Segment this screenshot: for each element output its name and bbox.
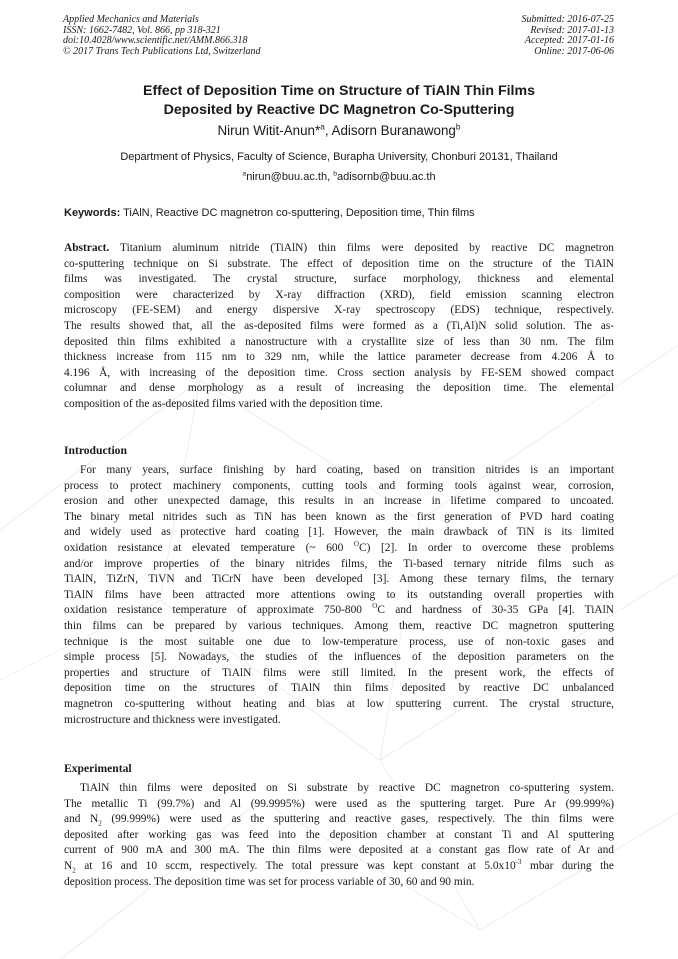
- affiliation: Department of Physics, Faculty of Science, Burapha University, Chonburi 20131, Thailand: [120, 151, 558, 163]
- email-a: nirun@buu.ac.th,: [246, 171, 334, 183]
- abstract-paragraph: [64, 241, 614, 413]
- abstract-line: deposited thin films exhibited a nanostructure with a crystallite size of less than 30 nm. The film: [64, 335, 614, 348]
- keywords-label: Keywords:: [64, 207, 121, 219]
- experimental-line: $N_2$ at 16 and 10 sccm, respectively. The total pressure was kept constant at $5.0x10^{-3}$ mbar during the: [64, 858, 614, 875]
- introduction-line: erosion and other unexpected damage, this results in an increase in lifetime compared to uncoated.: [64, 495, 614, 508]
- submission-dates-header: [522, 15, 615, 57]
- keywords-text: TiAlN, Reactive DC magnetron co-sputtering, Deposition time, Thin films: [120, 207, 475, 219]
- abstract-line: co-sputtering technique on Si substrate. The effect of deposition time on the structure of the TiAlN: [64, 257, 614, 270]
- paper-title-line-1: Effect of Deposition Time on Structure of TiAlN Thin Films: [142, 83, 535, 99]
- date-online: Online: 2017-06-06: [534, 45, 614, 57]
- introduction-line: and widely used as protective hard coating [1]. However, the main drawback of TiN is its limited: [64, 526, 614, 539]
- paper-title: [40, 82, 638, 120]
- journal-name: Applied Mechanics and Materials: [63, 14, 199, 25]
- introduction-line: thin films can be prepared by various techniques. Among them, reactive DC magnetron sputtering: [64, 619, 614, 632]
- abstract-line: composition of the as-deposited films varied with the deposition time.: [64, 397, 383, 410]
- author-1: Nirun Witit-Anun*: [217, 123, 321, 138]
- author-2: Adisorn Buranawong: [331, 123, 456, 138]
- experimental-paragraph: [64, 781, 614, 890]
- date-submitted: Submitted: 2016-07-25: [521, 14, 614, 25]
- introduction-line: The binary metal nitrides such as TiN has been known as the first generation of PVD hard coating: [64, 510, 614, 523]
- experimental-heading: Experimental: [64, 762, 132, 775]
- abstract-line: thickness increase from 115 nm to 329 nm, while the lattice parameter decrease from 4.206 Å to: [64, 351, 614, 364]
- abstract-label: Abstract.: [64, 242, 110, 254]
- author-1-affiliation-mark: a: [320, 121, 325, 132]
- email-b: adisornb@buu.ac.th: [336, 171, 436, 183]
- abstract-line: columnar and dense morphology as a result of increasing the deposition time. The elemental: [64, 382, 614, 395]
- author-list: [40, 122, 638, 140]
- experimental-line: deposited after working gas was feed into the deposition chamber at constant Ti and Al sputtering: [64, 828, 614, 841]
- abstract-line: films was investigated. The crystal structure, surface morphology, thickness and elemental: [64, 273, 614, 286]
- introduction-line: TiAlN, TiZrN, TiVN and TiCrN have been developed [3]. Among these ternary films, the ternary: [64, 573, 614, 586]
- abstract-line: 4.196 Å, with increasing of the deposition time. Cross section analysis by FE-SEM showed compact: [64, 366, 614, 379]
- introduction-line: For many years, surface finishing by hard coating, based on transition nitrides is an important: [80, 464, 614, 476]
- introduction-line: properties and structure of TiAlN films were still limited. In the present work, the effects of: [64, 666, 614, 679]
- keywords: [64, 206, 614, 220]
- introduction-line: magnetron co-sputtering without heating and bias at low sputtering current. The crystal structure,: [64, 697, 614, 710]
- introduction-line: microstructure and thickness were investigated.: [64, 713, 281, 726]
- journal-info-header: [63, 15, 261, 57]
- introduction-line: deposition time on the structures of TiAlN thin films deposited by reactive DC unbalanced: [64, 682, 614, 695]
- experimental-line: current of 900 mA and 300 mA. The thin films were deposited at a constant gas flow rate of Ar and: [64, 844, 614, 857]
- date-accepted: Accepted: 2017-01-16: [524, 35, 614, 47]
- abstract-line: microscopy (FE-SEM) and energy dispersive X-ray spectroscopy (EDS) technique, respectively.: [64, 304, 614, 317]
- abstract-line: composition were characterized by X-ray diffraction (XRD), field emission scanning electron: [64, 288, 614, 301]
- abstract-line: The results showed that, all the as-deposited films were formed as a (Ti,Al)N solid solution. The as-: [64, 319, 614, 332]
- email-b-mark: b: [333, 170, 337, 178]
- author-separator: ,: [324, 123, 332, 138]
- introduction-heading: Introduction: [64, 444, 127, 457]
- experimental-line: deposition process. The deposition time was set for process variable of 30, 60 and 90 min.: [64, 875, 475, 888]
- introduction-line: TiAlN films have been attracted more attentions owing to its outstanding overall properties with: [64, 588, 614, 601]
- journal-doi: doi:10.4028/www.scientific.net/AMM.866.318: [63, 35, 248, 47]
- email-a-mark: a: [242, 170, 247, 178]
- experimental-line: TiAlN thin films were deposited on Si substrate by reactive DC magnetron co-sputtering system.: [80, 782, 614, 794]
- abstract-line: Abstract. Titanium aluminum nitride (TiAlN) thin films were deposited by reactive DC magnetron: [64, 242, 614, 254]
- author-2-affiliation-mark: b: [455, 121, 461, 132]
- journal-copyright: © 2017 Trans Tech Publications Ltd, Switzerland: [63, 45, 261, 57]
- introduction-line: simple process [5]. Nowadays, the studies of the influences of the deposition parameters on the: [64, 651, 614, 664]
- introduction-line: technique is the most suitable one due to low-temperature process, use of non-toxic gases and: [64, 635, 614, 648]
- introduction-line: oxidation resistance temperature of approximate 750-800 $^O$C and hardness of 30-35 GPa [4]. TiAlN: [64, 602, 615, 617]
- experimental-line: The metallic Ti (99.7%) and Al (99.9995%) were used as the sputtering target. Pure Ar (99.999%): [64, 797, 614, 810]
- introduction-line: process to protect machinery components, cutting tools and forming tools against wear, corrosion,: [64, 479, 614, 492]
- journal-issn: ISSN: 1662-7482, Vol. 866, pp 318-321: [63, 24, 221, 36]
- paper-title-line-2: Deposited by Reactive DC Magnetron Co-Sputtering: [163, 102, 515, 118]
- experimental-line: and $N_2$ (99.999%) were used as the sputtering and reactive gases, respectively. The thin films were: [64, 813, 614, 828]
- introduction-line: and/or improve properties of the binary nitrides films, the Ti-based ternary nitride films such as: [64, 557, 614, 570]
- introduction-paragraph: [64, 463, 614, 728]
- date-revised: Revised: 2017-01-13: [530, 24, 614, 36]
- author-emails: [40, 170, 638, 184]
- introduction-line: oxidation resistance at elevated temperature (~ 600 $^O$C) [2]. In order to overcome these problems: [64, 540, 614, 554]
